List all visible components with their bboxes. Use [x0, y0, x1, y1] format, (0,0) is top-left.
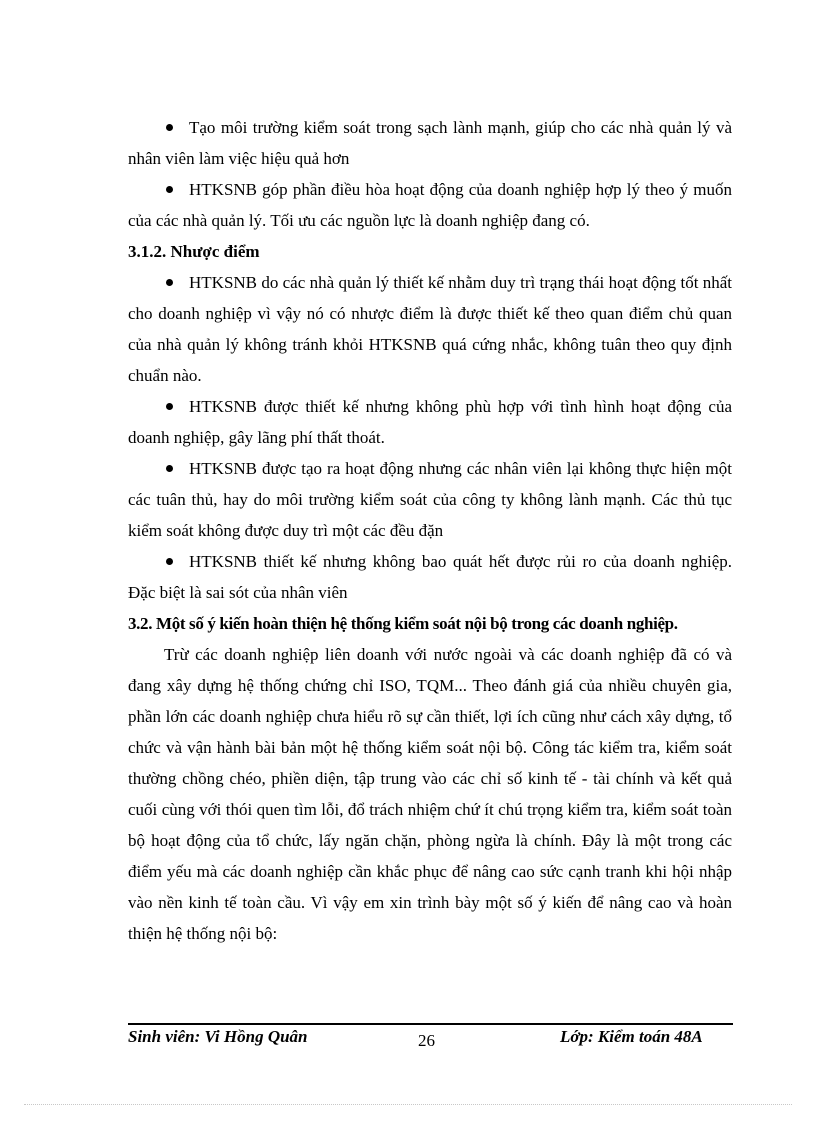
- footer-student-name: Sinh viên: Vi Hồng Quân: [128, 1027, 308, 1046]
- bullet-item: [128, 267, 732, 391]
- bullet-dot-icon: [166, 403, 173, 410]
- page-content: [128, 112, 732, 949]
- bullet-dot-icon: [166, 465, 173, 472]
- footer-class: Lớp: Kiểm toán 48A: [560, 1027, 703, 1046]
- section-heading-3-1-2: 3.1.2. Nhược điểm: [128, 242, 260, 261]
- bullet-dot-icon: [166, 124, 173, 131]
- bullet-text: HTKSNB được thiết kế nhưng không phù hợp với tình hình hoạt động của doanh nghiệp, gây lãng phí thất thoát.: [128, 397, 732, 447]
- bullet-dot-icon: [166, 279, 173, 286]
- bullet-item: [128, 174, 732, 236]
- bullet-text: HTKSNB góp phần điều hòa hoạt động của doanh nghiệp hợp lý theo ý muốn của các nhà quản lý. Tối ưu các nguồn lực là doanh nghiệp đang có.: [128, 180, 732, 230]
- bullet-text: HTKSNB được tạo ra hoạt động nhưng các nhân viên lại không thực hiện một các tuân thủ, hay do môi trường kiểm soát của công ty không lành mạnh. Các thủ tục kiểm soát không được duy trì một các đều đặn: [128, 459, 732, 540]
- bullet-dot-icon: [166, 186, 173, 193]
- page-bottom-border: [24, 1104, 792, 1105]
- page-number: 26: [418, 1031, 435, 1050]
- bullet-text: Tạo môi trường kiểm soát trong sạch lành mạnh, giúp cho các nhà quản lý và nhân viên làm việc hiệu quả hơn: [128, 118, 732, 168]
- bullet-dot-icon: [166, 558, 173, 565]
- bullet-text: HTKSNB thiết kế nhưng không bao quát hết được rủi ro của doanh nghiệp. Đặc biệt là sai sót của nhân viên: [128, 552, 732, 602]
- bullet-item: [128, 546, 732, 608]
- bullet-item: [128, 453, 732, 546]
- section-heading-3-2: 3.2. Một số ý kiến hoàn thiện hệ thống kiểm soát nội bộ trong các doanh nghiệp.: [128, 614, 678, 633]
- bullet-item: [128, 391, 732, 453]
- bullet-text: HTKSNB do các nhà quản lý thiết kế nhằm duy trì trạng thái hoạt động tốt nhất cho doanh nghiệp vì vậy nó có nhược điểm là được thiết kế theo quan điểm chủ quan của nhà quản lý không tránh khỏi HTKSNB quá cứng nhắc, không tuân theo quy định chuẩn nào.: [128, 273, 732, 385]
- body-paragraph: Trừ các doanh nghiệp liên doanh với nước ngoài và các doanh nghiệp đã có và đang xây dựng hệ thống chứng chỉ ISO, TQM... Theo đánh giá của nhiều chuyên gia, phần lớn các doanh nghiệp chưa hiểu rõ sự cần thiết, lợi ích cũng như cách xây dựng, tổ chức và vận hành bài bản một hệ thống kiểm soát nội bộ. Công tác kiểm tra, kiểm soát thường chồng chéo, phiền diện, tập trung vào các chỉ số kinh tế - tài chính và kết quả cuối cùng với thói quen tìm lỗi, đổ trách nhiệm chứ ít chú trọng kiểm tra, kiểm soát toàn bộ hoạt động của tổ chức, lấy ngăn chặn, phòng ngừa là chính. Đây là một trong các điểm yếu mà các doanh nghiệp cần khắc phục để nâng cao sức cạnh tranh khi hội nhập vào nền kinh tế toàn cầu. Vì vậy em xin trình bày một số ý kiến để nâng cao và hoàn thiện hệ thống nội bộ:: [128, 645, 732, 943]
- footer-divider: [128, 1023, 733, 1025]
- bullet-item: [128, 112, 732, 174]
